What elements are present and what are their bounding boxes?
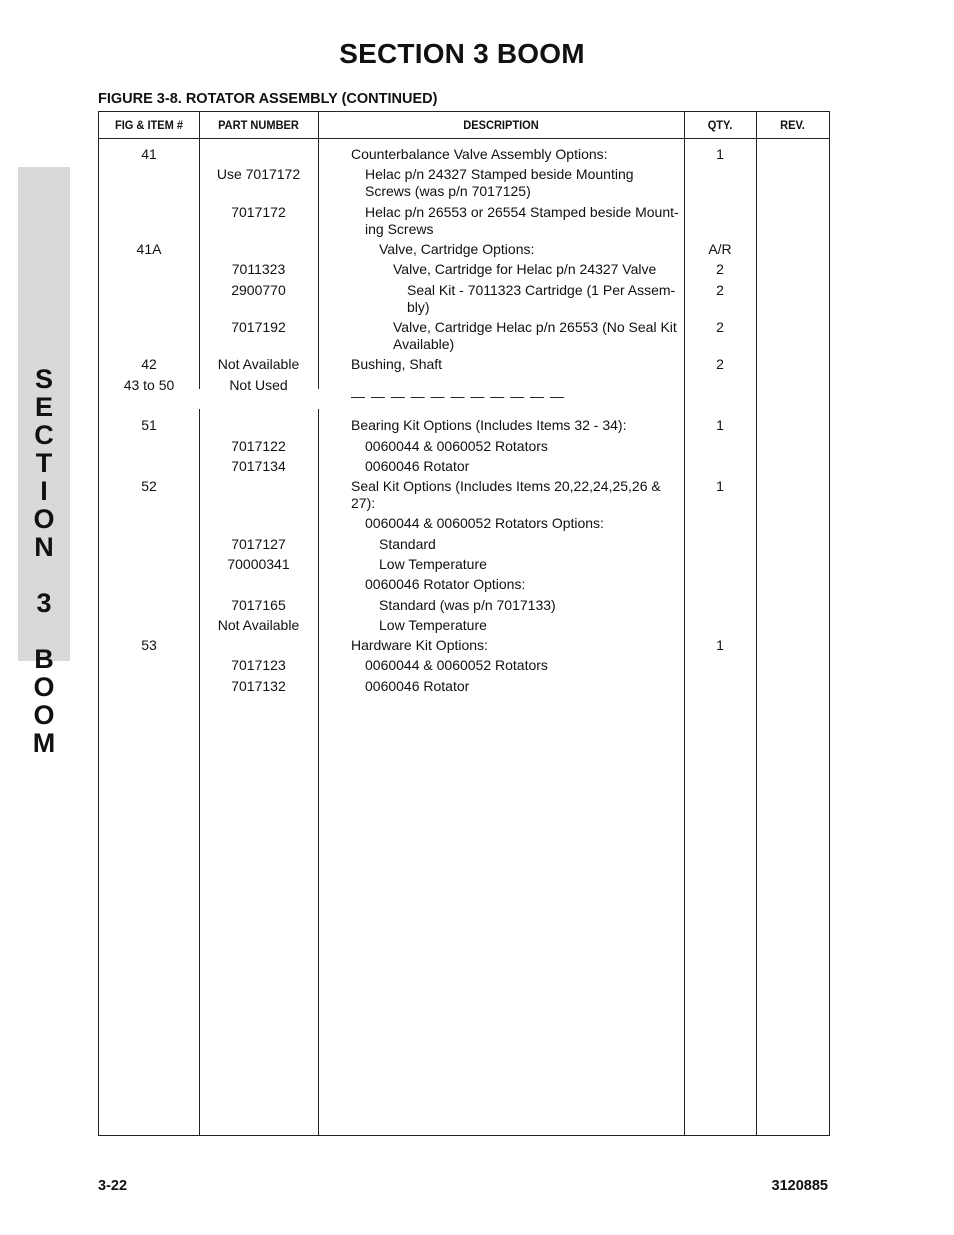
qty-cell: 2 [716,356,724,372]
description-cell: 0060046 Rotator [365,678,470,694]
qty-cell: A/R [708,241,732,257]
part-number-cell: Use 7017172 [216,166,301,182]
qty-cell: 1 [716,637,724,653]
part-number-cell: 70000341 [227,556,290,572]
description-cell: Bushing, Shaft [351,356,443,372]
qty-cell: 1 [716,478,724,494]
description-cell: Available) [393,336,455,352]
side-tab-letter [18,561,70,589]
description-cell: Counterbalance Valve Assembly Options: [351,146,608,162]
description-cell: Valve, Cartridge Options: [379,241,535,257]
fig-item-cell: 52 [141,478,157,494]
description-cell: Bearing Kit Options (Includes Items 32 - 34): [351,417,627,433]
description-cell: Low Temperature [379,617,487,633]
part-number-cell: 7017122 [231,438,286,454]
fig-item-cell: 51 [141,417,157,433]
part-number-cell: 7017165 [231,597,286,613]
description-cell: Screws (was p/n 7017125) [365,183,531,199]
part-number-cell: 2900770 [231,282,286,298]
header-fig-item: FIG & ITEM # [114,118,184,132]
fig-item-cell: 41 [141,146,157,162]
header-rev: REV. [780,118,805,132]
header-part-number: PART NUMBER [218,118,299,132]
qty-cell: 2 [716,261,724,277]
side-tab-letter: O [33,700,55,730]
part-number-cell: Not Used [229,377,288,393]
description-cell: Helac p/n 24327 Stamped beside Mounting [365,166,634,182]
side-tab-letter: E [34,392,53,422]
description-cell: Standard (was p/n 7017133) [379,597,556,613]
side-tab-letter: T [35,448,53,478]
part-number-cell: 7017123 [231,657,286,673]
qty-cell: 1 [716,146,724,162]
description-cell: 0060046 Rotator [365,458,470,474]
part-number-cell: 7017192 [231,319,286,335]
column-divider [318,112,319,1135]
description-cell: Helac p/n 26553 or 26554 Stamped beside Mount- [365,204,679,220]
description-cell: 0060044 & 0060052 Rotators [365,657,548,673]
description-cell: Hardware Kit Options: [351,637,488,653]
part-number-cell: 7011323 [231,261,286,277]
fig-item-cell: 53 [141,637,157,653]
side-tab-letter: O [33,504,55,534]
description-cell: Seal Kit Options (Includes Items 20,22,24,25,26 & [351,478,661,494]
side-tab-letter: 3 [36,588,52,618]
description-cell: Valve, Cartridge Helac p/n 26553 (No Seal Kit [393,319,677,335]
description-cell: Seal Kit - 7011323 Cartridge (1 Per Assem- [407,282,676,298]
side-tab-letter: N [34,532,54,562]
side-tab-letter: C [34,420,54,450]
description-cell: ing Screws [365,221,434,237]
description-cell: 27): [351,495,376,511]
description-cell: 0060044 & 0060052 Rotators Options: [365,515,604,531]
part-number-cell: 7017132 [231,678,286,694]
description-cell: Valve, Cartridge for Helac p/n 24327 Valve [393,261,657,277]
section-title: SECTION 3 BOOM [339,38,585,69]
side-tab-letter: S [34,364,53,394]
parts-table [98,111,830,1136]
document-number: 3120885 [771,1178,828,1194]
qty-cell: 2 [716,282,724,298]
header-description: DESCRIPTION [463,118,539,132]
header-qty: QTY. [707,118,733,132]
part-number-cell: 7017127 [231,536,286,552]
part-number-cell: 7017134 [231,458,286,474]
description-cell: bly) [407,299,430,315]
fig-item-cell: 41A [136,241,162,257]
column-divider [756,112,757,1135]
part-number-cell: Not Available [217,617,300,633]
section-side-tab [18,167,70,758]
description-cell: 0060044 & 0060052 Rotators [365,438,548,454]
side-tab-letter: B [34,644,54,674]
separator-line: — — — — — — — — — — — [351,388,565,404]
description-cell: Low Temperature [379,556,487,572]
fig-item-cell: 42 [141,356,157,372]
qty-cell: 2 [716,319,724,335]
fig-item-cell: 43 to 50 [123,377,175,393]
part-number-cell: 7017172 [231,204,286,220]
side-tab-letter: M [32,728,56,758]
qty-cell: 1 [716,417,724,433]
side-tab-letters [18,365,70,757]
side-tab-letter: O [33,672,55,702]
figure-title: FIGURE 3-8. ROTATOR ASSEMBLY (CONTINUED) [98,91,438,107]
description-cell: Standard [379,536,436,552]
header-divider [99,138,829,139]
side-tab-letter: I [40,476,48,506]
part-number-cell: Not Available [217,356,300,372]
side-tab-letter [18,617,70,645]
description-cell: 0060046 Rotator Options: [365,576,526,592]
page-number: 3-22 [98,1178,128,1194]
